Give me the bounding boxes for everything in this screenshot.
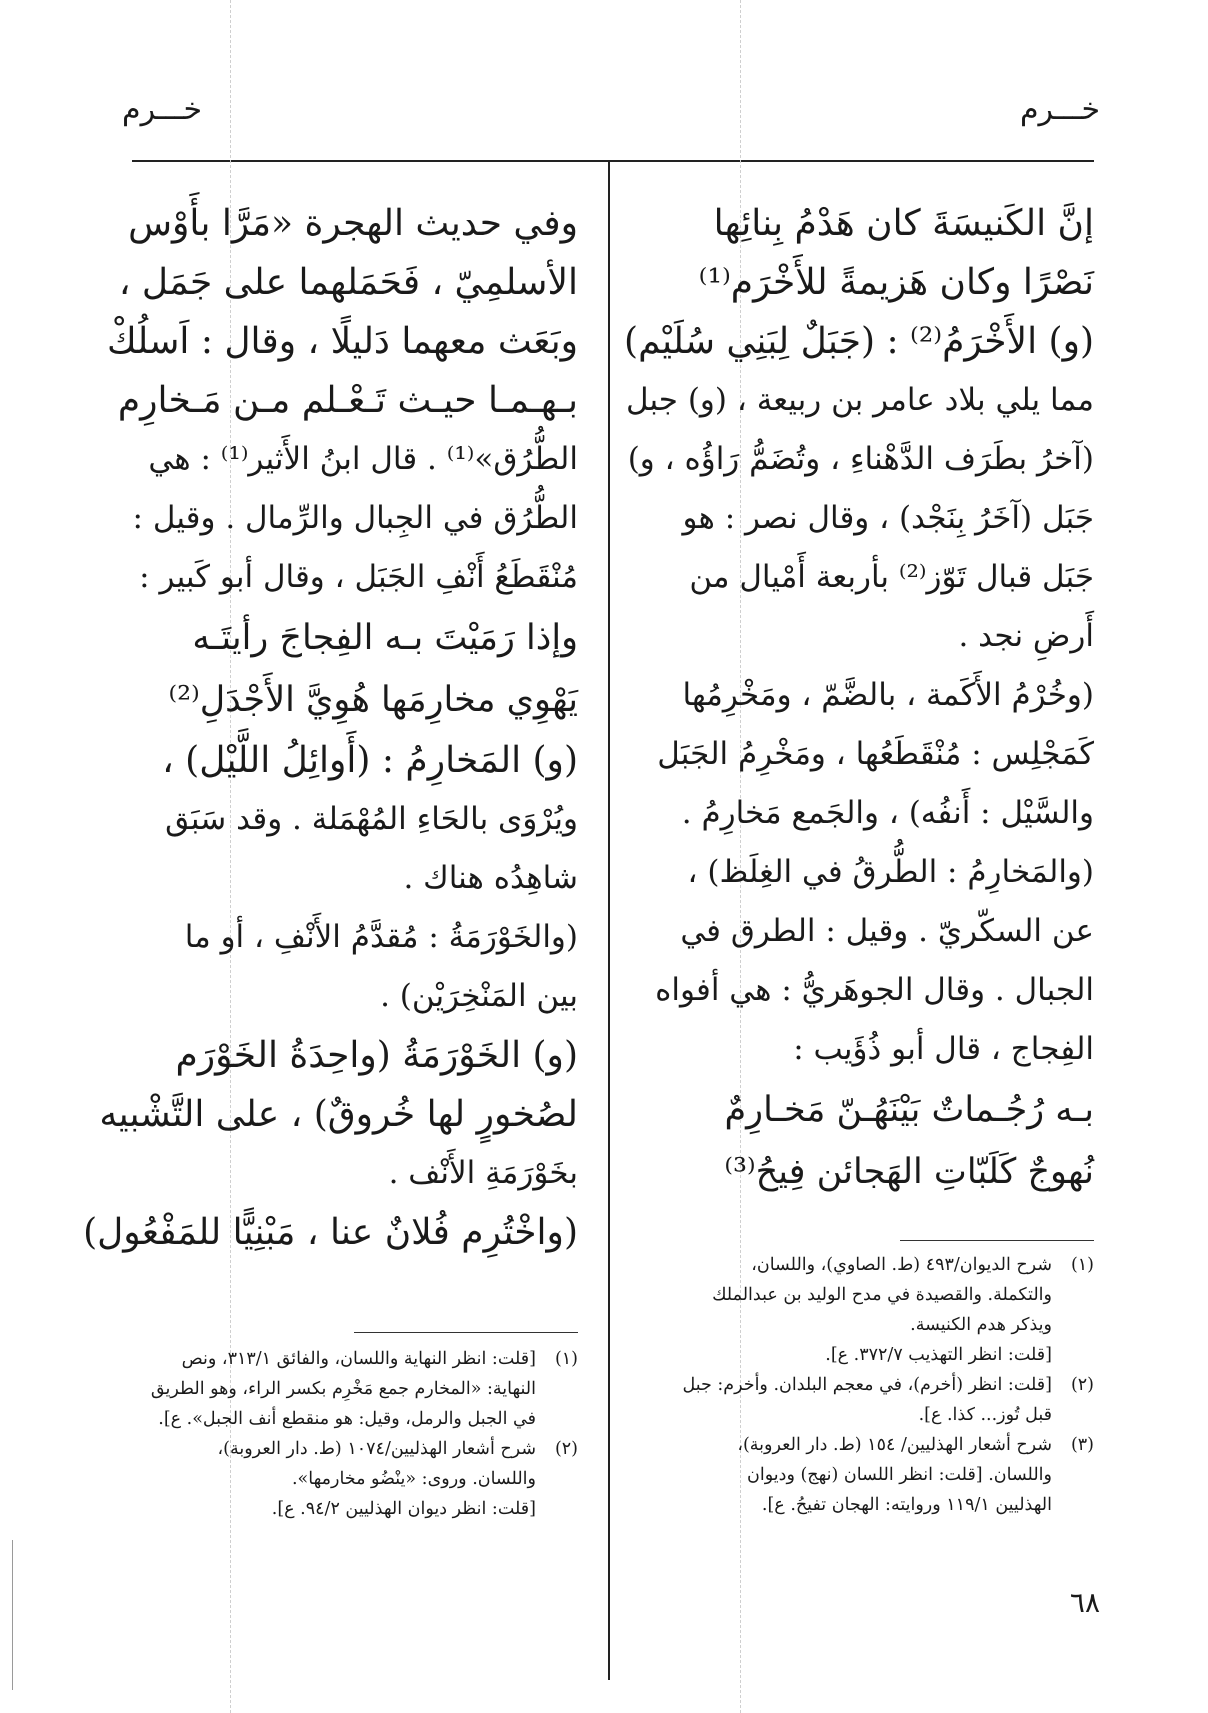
header-rule bbox=[132, 160, 1094, 162]
text-line: (و) الخَوْرَمَةُ (واحِدَةُ الخَوْرَم bbox=[175, 1035, 578, 1076]
text-line: بـهـمـا حيـث تَـعْـلم مـن مَـخارِم bbox=[117, 380, 578, 421]
text-line: أَرضِ نجد . bbox=[958, 618, 1094, 654]
footnote bbox=[134, 1344, 578, 1434]
column-divider bbox=[608, 160, 610, 1680]
footnotes-left bbox=[134, 1344, 578, 1524]
text-line: بخَوْرَمَةِ الأَنْف . bbox=[388, 1155, 578, 1191]
footnote-line: [قلت: انظر النهاية واللسان، والفائق ٣١٣/١، ونص bbox=[181, 1349, 536, 1369]
text-line: الطُّرُق»⁽¹⁾ . قال ابنُ الأَثير⁽¹⁾ : هي bbox=[148, 441, 578, 477]
text-line: الأسلمِيّ ، فَحَمَلهما على جَمَل ، bbox=[118, 262, 578, 303]
text-line: الفِجاج ، قال أبو ذُؤَيب : bbox=[793, 1031, 1094, 1067]
text-line: (آخرُ بطَرَف الدَّهْناءِ ، وتُضَمُّ رَاؤُه ، و) bbox=[627, 441, 1094, 477]
footnote-number: (١) bbox=[554, 1349, 578, 1369]
text-line: ويُرْوَى بالحَاءِ المُهْمَلة . وقد سَبَق bbox=[165, 801, 578, 837]
scan-edge-mark bbox=[12, 1540, 13, 1690]
verse-hemistich-first: بـه رُجُـماتٌ بَيْنَهُـنّ مَخـارِمٌ bbox=[724, 1090, 1094, 1130]
footnote-line: قبل تُوز... كذا. ع]. bbox=[918, 1405, 1052, 1425]
footnote-line: في الجبل والرمل، وقيل: هو منقطع أنف الجبل». ع]. bbox=[158, 1409, 536, 1429]
page-number: ٦٨ bbox=[1069, 1586, 1100, 1619]
footnote-line: شرح أشعار الهذليين/ ١٥٤ (ط. دار العروبة)، bbox=[737, 1435, 1052, 1455]
text-line: مما يلي بلاد عامر بن ربيعة ، (و) جبل bbox=[625, 382, 1094, 418]
text-line: (واخْتُرِم فُلانٌ عنا ، مَبْنِيًّا للمَفْعُول) bbox=[83, 1212, 578, 1253]
footnote-line: واللسان. وروى: «ينْضُو مخارمها». bbox=[291, 1469, 536, 1489]
footnote-number: (٢) bbox=[554, 1439, 578, 1459]
footnote bbox=[134, 1434, 578, 1524]
text-line: (والمَخارِمُ : الطُّرقُ في الغِلَظ) ، bbox=[687, 854, 1094, 890]
footnote-rule-right bbox=[900, 1240, 1094, 1241]
footnote-line: [قلت: انظر ديوان الهذليين ٩٤/٢. ع]. bbox=[271, 1499, 536, 1519]
text-line: لصُخورٍ لها خُروقٌ) ، على التَّشْبيه bbox=[99, 1094, 578, 1135]
text-line: (وخُرْمُ الأَكَمة ، بالضَّمّ ، ومَخْرِمُها bbox=[682, 677, 1094, 713]
footnote-number: (١) bbox=[1070, 1255, 1094, 1275]
footnote-rule-left bbox=[354, 1332, 578, 1333]
footnote-number: (٣) bbox=[1070, 1435, 1094, 1455]
text-line: الجبال . وقال الجوهَريُّ : هي أفواه bbox=[655, 972, 1094, 1008]
text-line: جَبَل (آخَرُ بِنَجْد) ، وقال نصر : هو bbox=[682, 500, 1094, 536]
footnote-line: شرح أشعار الهذليين/١٠٧٤ (ط. دار العروبة)، bbox=[217, 1439, 536, 1459]
text-line: وبَعَث معهما دَليلًا ، وقال : اَسلُكْ bbox=[106, 321, 578, 362]
left-column bbox=[83, 194, 578, 1262]
footnote bbox=[628, 1370, 1094, 1430]
text-line: (والخَوْرَمَةُ : مُقدَّمُ الأَنْفِ ، أو ما bbox=[184, 919, 578, 955]
text-line: شاهِدُه هناك . bbox=[403, 860, 578, 896]
footnote-line: ويذكر هدم الكنيسة. bbox=[910, 1315, 1052, 1335]
verse-hemistich-second: يَهْوِي مخارِمَها هُوِيَّ الأَجْدَلِ⁽²⁾ bbox=[168, 680, 578, 720]
text-line: (و) المَخارِمُ : (أَوائِلُ اللَّيْل) ، bbox=[162, 740, 578, 781]
text-line: وفي حديث الهجرة «مَرَّا بأَوْس bbox=[128, 203, 578, 244]
text-line: بين المَنْخِرَيْن) . bbox=[380, 978, 578, 1014]
text-line: جَبَل قبال تَوّز⁽²⁾ بأربعة أَمْيال من bbox=[689, 559, 1094, 595]
text-line: إنَّ الكَنيسَةَ كان هَدْمُ بِنائِها bbox=[713, 203, 1094, 244]
verse-hemistich-second: نُهوجٌ كَلَبّاتِ الهَجائن فِيحُ⁽³⁾ bbox=[724, 1152, 1094, 1192]
footnote-line: شرح الديوان/٤٩٣ (ط. الصاوي)، واللسان، bbox=[751, 1255, 1052, 1275]
verse-hemistich-first: وإذا رَمَيْتَ بـه الفِجاجَ رأيتَـه bbox=[192, 618, 578, 658]
footnote-line: الهذليين ١١٩/١ وروايته: الهجان تفيحُ. ع]. bbox=[761, 1495, 1052, 1515]
header-root-word-left: خـــرم bbox=[122, 92, 203, 127]
text-line: كَمَجْلِس : مُنْقَطَعُها ، ومَخْرِمُ الجَبَل bbox=[657, 736, 1094, 772]
text-line: والسَّيْل : أَنفُه) ، والجَمع مَخارِمُ . bbox=[681, 795, 1094, 831]
text-line: مُنْقَطَعُ أَنْفِ الجَبَل ، وقال أبو كَبير : bbox=[139, 559, 578, 595]
text-line: نَصْرًا وكان هَزيمةً للأَخْرَم⁽¹⁾ bbox=[698, 262, 1094, 303]
footnote-line: [قلت: انظر (أخرم)، في معجم البلدان. وأخرم: جبل bbox=[682, 1375, 1052, 1395]
footnote bbox=[628, 1250, 1094, 1370]
text-line: الطُّرُق في الجِبال والرِّمال . وقيل : bbox=[132, 500, 578, 536]
text-line: (و) الأَخْرَمُ⁽²⁾ : (جَبَلٌ لِبَنِي سُلَيْم) bbox=[624, 321, 1094, 362]
text-line: عن السكّريّ . وقيل : الطرق في bbox=[680, 913, 1094, 949]
right-column bbox=[624, 194, 1094, 1203]
footnote-line: [قلت: انظر التهذيب ٣٧٢/٧. ع]. bbox=[825, 1345, 1052, 1365]
footnotes-right bbox=[628, 1250, 1094, 1520]
footnote-line: والتكملة. والقصيدة في مدح الوليد بن عبدالملك bbox=[712, 1285, 1052, 1305]
footnote-line: النهاية: «المخارم جمع مَخْرِم بكسر الراء، وهو الطريق bbox=[150, 1379, 536, 1399]
footnote-line: واللسان. [قلت: انظر اللسان (نهج) وديوان bbox=[747, 1465, 1052, 1485]
footnote bbox=[628, 1430, 1094, 1520]
footnote-number: (٢) bbox=[1070, 1375, 1094, 1395]
header-root-word-right: خـــرم bbox=[1019, 92, 1100, 127]
